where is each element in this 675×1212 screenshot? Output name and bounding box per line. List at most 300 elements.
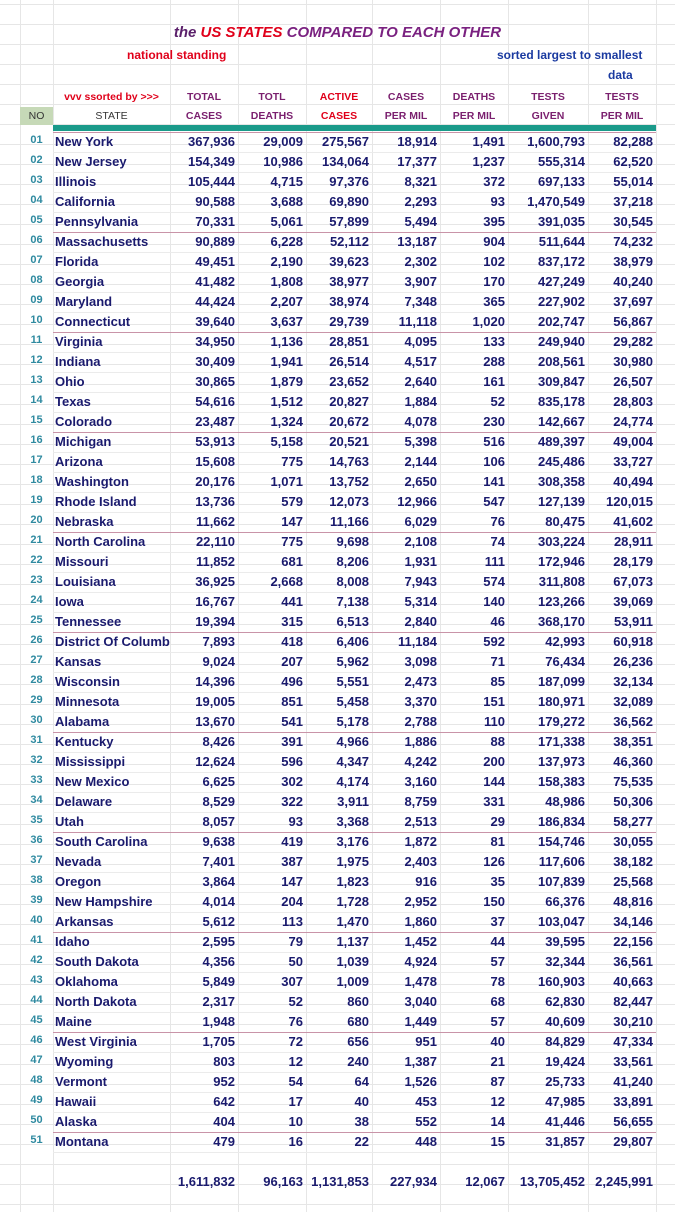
cell-active-cases: 860: [347, 994, 369, 1009]
cell-tests-per-mil: 26,507: [613, 374, 653, 389]
state-name: Utah: [55, 814, 84, 829]
cell-total-cases: 9,638: [202, 834, 235, 849]
cell-active-cases: 1,137: [336, 934, 369, 949]
cell-tests-per-mil: 30,055: [613, 834, 653, 849]
row-number: 13: [30, 374, 43, 386]
cell-cases-per-mil: 2,650: [404, 474, 437, 489]
cell-deaths-per-mil: 372: [483, 174, 505, 189]
cell-deaths-per-mil: 29: [490, 814, 505, 829]
cell-active-cases: 5,178: [336, 714, 369, 729]
cell-tests-per-mil: 28,803: [613, 394, 653, 409]
state-name: Minnesota: [55, 694, 120, 709]
cell-cases-per-mil: 5,314: [404, 594, 437, 609]
cell-cases-per-mil: 11,118: [398, 314, 437, 329]
cell-tests-per-mil: 55,014: [613, 174, 653, 189]
total-total-cases: 1,611,832: [177, 1174, 235, 1189]
row-number: 09: [30, 294, 43, 306]
header-cases-per-mil-top: CASES: [387, 91, 425, 103]
cell-deaths-per-mil: 133: [483, 334, 505, 349]
state-name: Tennessee: [55, 614, 122, 629]
cell-tests-given: 311,808: [538, 574, 585, 589]
cell-total-cases: 23,487: [195, 414, 235, 429]
cell-total-cases: 1,705: [202, 1034, 235, 1049]
cell-tests-given: 308,358: [538, 474, 585, 489]
cell-tests-per-mil: 46,360: [613, 754, 653, 769]
cell-total-cases: 16,767: [195, 594, 235, 609]
cell-active-cases: 13,752: [329, 474, 369, 489]
cell-total-cases: 6,625: [202, 774, 235, 789]
cell-tests-given: 1,600,793: [527, 134, 585, 149]
cell-total-cases: 70,331: [195, 214, 235, 229]
cell-active-cases: 38,974: [329, 294, 369, 309]
cell-deaths-per-mil: 516: [483, 434, 505, 449]
cell-deaths-per-mil: 68: [490, 994, 505, 1009]
cell-cases-per-mil: 1,872: [404, 834, 437, 849]
cell-total-deaths: 775: [281, 454, 303, 469]
cell-tests-given: 245,486: [538, 454, 585, 469]
cell-total-deaths: 579: [281, 494, 303, 509]
row-number: 20: [30, 514, 43, 526]
cell-total-deaths: 1,071: [270, 474, 303, 489]
cell-deaths-per-mil: 52: [490, 394, 505, 409]
cell-cases-per-mil: 7,943: [404, 574, 437, 589]
cell-deaths-per-mil: 141: [483, 474, 505, 489]
cell-deaths-per-mil: 37: [490, 914, 505, 929]
cell-total-cases: 36,925: [195, 574, 235, 589]
cell-tests-per-mil: 58,277: [613, 814, 653, 829]
state-name: Kansas: [55, 654, 102, 669]
cell-total-cases: 13,670: [195, 714, 235, 729]
cell-total-deaths: 5,061: [270, 214, 303, 229]
row-number: 22: [30, 554, 43, 566]
title-us-states: US STATES: [200, 24, 283, 41]
row-number: 38: [30, 874, 43, 886]
cell-total-cases: 19,005: [195, 694, 235, 709]
cell-deaths-per-mil: 395: [483, 214, 505, 229]
cell-active-cases: 23,652: [329, 374, 369, 389]
row-number: 17: [30, 454, 43, 466]
row-number: 26: [30, 634, 43, 646]
cell-tests-per-mil: 33,727: [613, 454, 653, 469]
cell-total-deaths: 1,512: [270, 394, 303, 409]
cell-total-deaths: 3,688: [270, 194, 303, 209]
cell-deaths-per-mil: 106: [483, 454, 505, 469]
state-name: Indiana: [55, 354, 101, 369]
state-name: Louisiana: [55, 574, 116, 589]
cell-total-deaths: 441: [281, 594, 303, 609]
cell-active-cases: 20,672: [329, 414, 369, 429]
cell-deaths-per-mil: 288: [483, 354, 505, 369]
cell-tests-given: 368,170: [538, 614, 585, 629]
cell-tests-per-mil: 29,282: [613, 334, 653, 349]
cell-tests-per-mil: 38,979: [613, 254, 653, 269]
cell-total-cases: 8,057: [202, 814, 235, 829]
state-name: Mississippi: [55, 754, 126, 769]
cell-deaths-per-mil: 140: [483, 594, 505, 609]
state-name: Arizona: [55, 454, 103, 469]
state-name: New Jersey: [55, 154, 127, 169]
cell-total-cases: 7,401: [202, 854, 235, 869]
state-name: Vermont: [55, 1074, 108, 1089]
cell-active-cases: 22: [354, 1134, 369, 1149]
cell-active-cases: 11,166: [329, 514, 369, 529]
state-name: Delaware: [55, 794, 113, 809]
cell-deaths-per-mil: 102: [483, 254, 505, 269]
state-name: Kentucky: [55, 734, 114, 749]
cell-deaths-per-mil: 12: [490, 1094, 505, 1109]
cell-total-deaths: 204: [281, 894, 303, 909]
total-cases-per-mil: 227,934: [390, 1174, 437, 1189]
cell-tests-per-mil: 39,069: [613, 594, 653, 609]
cell-tests-given: 47,985: [545, 1094, 585, 1109]
cell-cases-per-mil: 12,966: [397, 494, 437, 509]
cell-total-deaths: 52: [288, 994, 303, 1009]
cell-cases-per-mil: 2,403: [404, 854, 437, 869]
cell-cases-per-mil: 11,184: [397, 634, 437, 649]
cell-active-cases: 5,962: [336, 654, 369, 669]
cell-total-deaths: 113: [282, 914, 303, 929]
cell-total-cases: 54,616: [195, 394, 235, 409]
cell-active-cases: 4,966: [336, 734, 369, 749]
cell-total-deaths: 1,324: [270, 414, 303, 429]
national-standing-note: national standing: [127, 48, 227, 62]
cell-tests-per-mil: 82,288: [613, 134, 653, 149]
cell-active-cases: 26,514: [329, 354, 369, 369]
cell-deaths-per-mil: 1,020: [472, 314, 505, 329]
cell-tests-given: 25,733: [545, 1074, 585, 1089]
state-name: Oregon: [55, 874, 102, 889]
cell-total-cases: 7,893: [202, 634, 235, 649]
row-number: 05: [30, 214, 43, 226]
cell-total-cases: 8,426: [202, 734, 235, 749]
cell-cases-per-mil: 4,078: [404, 414, 437, 429]
cell-deaths-per-mil: 592: [483, 634, 505, 649]
cell-tests-given: 42,993: [545, 634, 585, 649]
cell-total-deaths: 681: [281, 554, 303, 569]
cell-total-cases: 34,950: [195, 334, 235, 349]
row-number: 30: [30, 714, 43, 726]
cell-active-cases: 4,174: [336, 774, 369, 789]
state-name: Arkansas: [55, 914, 114, 929]
cell-cases-per-mil: 2,640: [404, 374, 437, 389]
cell-tests-given: 186,834: [538, 814, 585, 829]
cell-tests-given: 489,397: [538, 434, 585, 449]
row-number: 15: [30, 414, 43, 426]
cell-cases-per-mil: 3,160: [404, 774, 437, 789]
cell-cases-per-mil: 13,187: [397, 234, 437, 249]
cell-deaths-per-mil: 87: [490, 1074, 505, 1089]
cell-deaths-per-mil: 365: [483, 294, 505, 309]
state-name: West Virginia: [55, 1034, 137, 1049]
cell-tests-given: 208,561: [538, 354, 585, 369]
cell-cases-per-mil: 448: [415, 1134, 437, 1149]
cell-tests-per-mil: 24,774: [613, 414, 653, 429]
cell-total-cases: 11,852: [195, 554, 235, 569]
cell-deaths-per-mil: 200: [483, 754, 505, 769]
cell-total-cases: 44,424: [195, 294, 235, 309]
cell-cases-per-mil: 17,377: [397, 154, 437, 169]
cell-active-cases: 134,064: [322, 154, 369, 169]
total-active-cases: 1,131,853: [311, 1174, 369, 1189]
cell-total-deaths: 315: [281, 614, 303, 629]
row-number: 40: [30, 914, 43, 926]
row-number: 31: [30, 734, 43, 746]
cell-total-deaths: 79: [288, 934, 303, 949]
cell-total-cases: 8,529: [202, 794, 235, 809]
cell-total-cases: 90,889: [195, 234, 235, 249]
cell-tests-per-mil: 50,306: [613, 794, 653, 809]
header-tests-given-bottom: GIVEN: [531, 110, 565, 122]
cell-tests-given: 697,133: [538, 174, 585, 189]
cell-tests-per-mil: 32,134: [613, 674, 653, 689]
cell-total-deaths: 72: [288, 1034, 303, 1049]
cell-deaths-per-mil: 57: [490, 954, 505, 969]
header-total-deaths-top: TOTL: [258, 91, 286, 103]
cell-deaths-per-mil: 88: [490, 734, 505, 749]
cell-tests-per-mil: 53,911: [613, 614, 653, 629]
header-total-deaths-bottom: DEATHS: [250, 110, 294, 122]
cell-tests-given: 123,266: [538, 594, 585, 609]
cell-active-cases: 5,458: [336, 694, 369, 709]
header-active-cases-bottom: CASES: [320, 110, 358, 122]
cell-tests-given: 187,099: [538, 674, 585, 689]
row-number: 50: [30, 1114, 43, 1126]
cell-tests-given: 66,376: [545, 894, 585, 909]
cell-active-cases: 1,728: [336, 894, 369, 909]
row-number: 36: [30, 834, 43, 846]
row-number: 43: [30, 974, 43, 986]
cell-cases-per-mil: 1,931: [404, 554, 437, 569]
state-name: Montana: [55, 1134, 109, 1149]
state-name: Hawaii: [55, 1094, 97, 1109]
cell-active-cases: 20,827: [329, 394, 369, 409]
row-number: 28: [30, 674, 43, 686]
row-number: 02: [30, 154, 43, 166]
cell-active-cases: 8,008: [336, 574, 369, 589]
cell-tests-per-mil: 30,545: [613, 214, 653, 229]
cell-cases-per-mil: 7,348: [404, 294, 437, 309]
cell-tests-given: 62,830: [545, 994, 585, 1009]
cell-deaths-per-mil: 331: [483, 794, 505, 809]
state-name: Rhode Island: [55, 494, 137, 509]
header-tests-given-top: TESTS: [531, 91, 565, 103]
total-tests-given: 13,705,452: [519, 1174, 585, 1189]
cell-total-cases: 404: [213, 1114, 235, 1129]
cell-total-deaths: 3,637: [270, 314, 303, 329]
cell-cases-per-mil: 1,886: [404, 734, 437, 749]
cell-tests-per-mil: 40,663: [613, 974, 653, 989]
cell-total-cases: 9,024: [202, 654, 235, 669]
cell-deaths-per-mil: 574: [483, 574, 505, 589]
cell-active-cases: 29,739: [329, 314, 369, 329]
cell-tests-given: 202,747: [538, 314, 585, 329]
cell-tests-per-mil: 47,334: [613, 1034, 653, 1049]
cell-tests-per-mil: 34,146: [613, 914, 653, 929]
cell-deaths-per-mil: 126: [483, 854, 505, 869]
cell-cases-per-mil: 552: [415, 1114, 437, 1129]
cell-total-cases: 53,913: [195, 434, 235, 449]
row-number: 39: [30, 894, 43, 906]
cell-tests-given: 511,644: [538, 234, 585, 249]
state-name: Washington: [55, 474, 129, 489]
cell-cases-per-mil: 2,302: [404, 254, 437, 269]
state-name: Virginia: [55, 334, 103, 349]
cell-total-deaths: 596: [281, 754, 303, 769]
cell-total-cases: 22,110: [195, 534, 235, 549]
cell-tests-per-mil: 38,351: [613, 734, 653, 749]
cell-cases-per-mil: 1,884: [404, 394, 437, 409]
cell-total-deaths: 1,808: [270, 274, 303, 289]
cell-tests-given: 158,383: [538, 774, 585, 789]
cell-total-deaths: 147: [281, 514, 303, 529]
state-name: Connecticut: [55, 314, 131, 329]
cell-deaths-per-mil: 78: [490, 974, 505, 989]
cell-deaths-per-mil: 144: [483, 774, 505, 789]
cell-active-cases: 3,911: [337, 794, 369, 809]
cell-active-cases: 3,176: [336, 834, 369, 849]
state-name: New Hampshire: [55, 894, 153, 909]
cell-total-cases: 49,451: [195, 254, 235, 269]
cell-deaths-per-mil: 151: [483, 694, 505, 709]
cell-active-cases: 20,521: [329, 434, 369, 449]
cell-active-cases: 97,376: [329, 174, 369, 189]
cell-deaths-per-mil: 76: [490, 514, 505, 529]
cell-tests-given: 391,035: [538, 214, 585, 229]
cell-deaths-per-mil: 904: [483, 234, 505, 249]
cell-tests-per-mil: 25,568: [613, 874, 653, 889]
cell-tests-per-mil: 40,494: [613, 474, 653, 489]
page-title: [0, 24, 675, 44]
cell-cases-per-mil: 1,387: [404, 1054, 437, 1069]
cell-total-deaths: 5,158: [270, 434, 303, 449]
total-total-deaths: 96,163: [263, 1174, 303, 1189]
row-number: 35: [30, 814, 43, 826]
cell-deaths-per-mil: 46: [490, 614, 505, 629]
cell-tests-per-mil: 38,182: [613, 854, 653, 869]
header-active-cases-top: ACTIVE: [319, 91, 359, 103]
state-name: Texas: [55, 394, 91, 409]
cell-total-cases: 479: [213, 1134, 235, 1149]
cell-deaths-per-mil: 93: [490, 194, 505, 209]
cell-cases-per-mil: 4,242: [404, 754, 437, 769]
cell-tests-given: 303,224: [538, 534, 585, 549]
cell-cases-per-mil: 4,924: [404, 954, 437, 969]
cell-deaths-per-mil: 57: [490, 1014, 505, 1029]
cell-total-deaths: 10: [288, 1114, 303, 1129]
row-number: 27: [30, 654, 43, 666]
cell-tests-per-mil: 32,089: [613, 694, 653, 709]
cell-cases-per-mil: 3,370: [404, 694, 437, 709]
row-number: 45: [30, 1014, 43, 1026]
state-name: Nebraska: [55, 514, 114, 529]
cell-cases-per-mil: 6,029: [404, 514, 437, 529]
cell-active-cases: 38,977: [329, 274, 369, 289]
cell-deaths-per-mil: 71: [490, 654, 505, 669]
row-number: 24: [30, 594, 43, 606]
cell-active-cases: 1,039: [336, 954, 369, 969]
cell-tests-per-mil: 75,535: [613, 774, 653, 789]
cell-cases-per-mil: 18,914: [397, 134, 437, 149]
cell-active-cases: 69,890: [329, 194, 369, 209]
cell-tests-given: 427,249: [538, 274, 585, 289]
cell-cases-per-mil: 8,759: [404, 794, 437, 809]
cell-total-deaths: 2,668: [270, 574, 303, 589]
row-number: 47: [30, 1054, 43, 1066]
cell-tests-per-mil: 56,867: [613, 314, 653, 329]
cell-cases-per-mil: 453: [415, 1094, 437, 1109]
cell-total-cases: 5,849: [202, 974, 235, 989]
cell-active-cases: 57,899: [329, 214, 369, 229]
cell-cases-per-mil: 2,513: [404, 814, 437, 829]
cell-tests-given: 76,434: [545, 654, 585, 669]
cell-cases-per-mil: 1,860: [404, 914, 437, 929]
state-name: Ohio: [55, 374, 85, 389]
cell-active-cases: 7,138: [336, 594, 369, 609]
cell-total-deaths: 496: [281, 674, 303, 689]
cell-total-cases: 14,396: [195, 674, 235, 689]
state-name: Colorado: [55, 414, 113, 429]
cell-tests-given: 837,172: [538, 254, 585, 269]
state-name: Idaho: [55, 934, 90, 949]
cell-tests-per-mil: 28,179: [613, 554, 653, 569]
cell-active-cases: 6,406: [336, 634, 369, 649]
cell-total-cases: 803: [213, 1054, 235, 1069]
row-number: 48: [30, 1074, 43, 1086]
cell-total-deaths: 851: [281, 694, 303, 709]
row-number: 42: [30, 954, 43, 966]
cell-tests-per-mil: 29,807: [613, 1134, 653, 1149]
state-name: Pennsylvania: [55, 214, 139, 229]
cell-active-cases: 9,698: [336, 534, 369, 549]
cell-deaths-per-mil: 170: [483, 274, 505, 289]
cell-total-cases: 642: [213, 1094, 235, 1109]
state-name: Massachusetts: [55, 234, 149, 249]
cell-total-deaths: 6,228: [270, 234, 303, 249]
state-name: Alaska: [55, 1114, 97, 1129]
cell-tests-given: 142,667: [538, 414, 585, 429]
cell-total-cases: 2,317: [202, 994, 235, 1009]
header-state: STATE: [95, 110, 128, 122]
cell-active-cases: 1,823: [336, 874, 369, 889]
state-name: Michigan: [55, 434, 112, 449]
cell-total-deaths: 29,009: [263, 134, 303, 149]
cell-active-cases: 656: [347, 1034, 369, 1049]
cell-total-cases: 2,595: [202, 934, 235, 949]
cell-tests-given: 117,606: [538, 854, 585, 869]
cell-tests-per-mil: 40,240: [613, 274, 653, 289]
cell-total-deaths: 307: [281, 974, 303, 989]
row-number: 25: [30, 614, 43, 626]
cell-total-cases: 13,736: [195, 494, 235, 509]
cell-tests-given: 39,595: [545, 934, 585, 949]
cell-active-cases: 1,975: [336, 854, 369, 869]
cell-tests-given: 40,609: [545, 1014, 585, 1029]
cell-cases-per-mil: 2,144: [404, 454, 437, 469]
cell-active-cases: 6,513: [336, 614, 369, 629]
cell-tests-given: 32,344: [545, 954, 585, 969]
cell-total-deaths: 76: [288, 1014, 303, 1029]
cell-cases-per-mil: 916: [415, 874, 437, 889]
cell-cases-per-mil: 2,952: [404, 894, 437, 909]
cell-active-cases: 240: [347, 1054, 369, 1069]
cell-tests-per-mil: 36,561: [613, 954, 653, 969]
cell-total-cases: 4,356: [202, 954, 235, 969]
state-name: Nevada: [55, 854, 102, 869]
cell-total-deaths: 10,986: [263, 154, 303, 169]
row-number: 37: [30, 854, 43, 866]
row-number: 32: [30, 754, 43, 766]
state-name: Maryland: [55, 294, 113, 309]
